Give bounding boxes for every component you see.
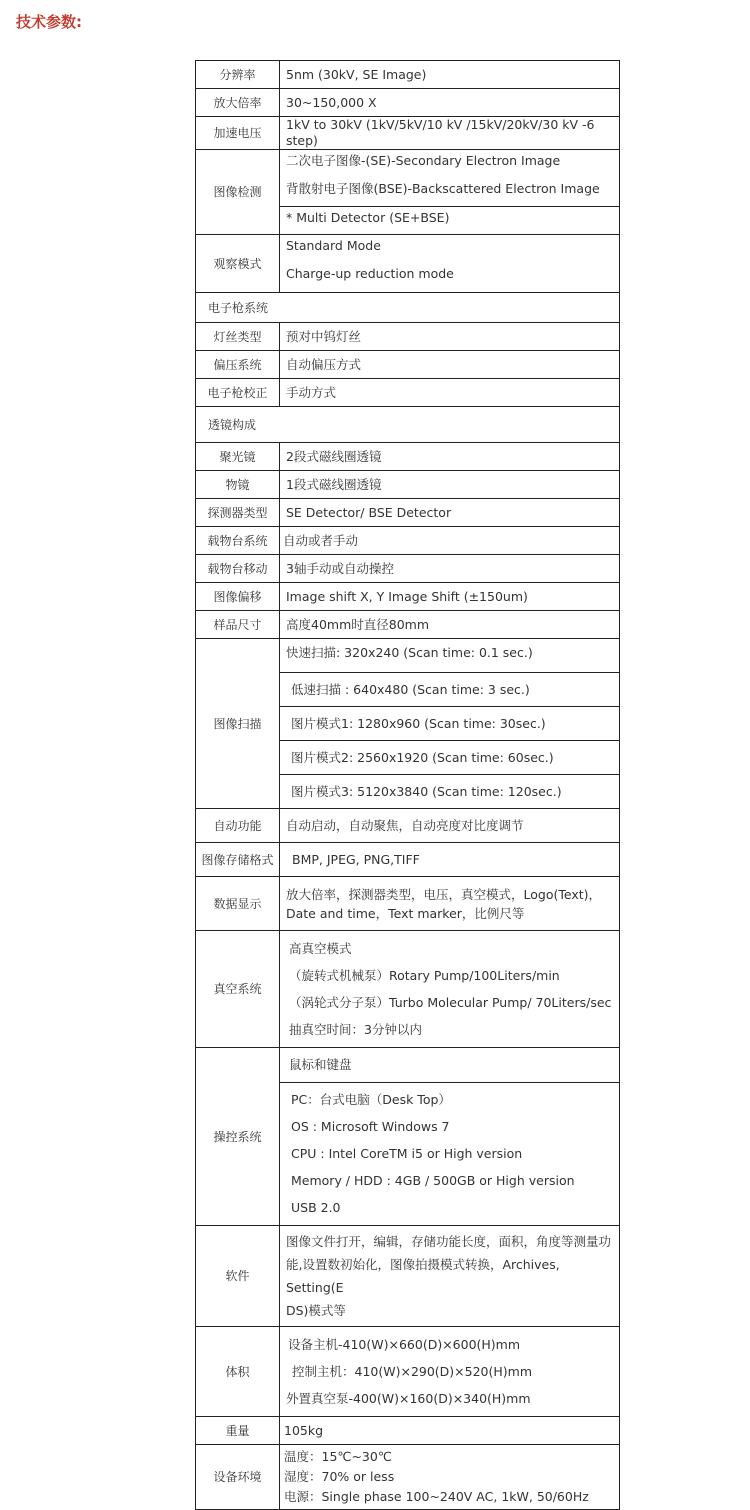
row-label: 设备环境 <box>196 1445 280 1510</box>
table-row <box>196 843 620 877</box>
row-label: 载物台移动 <box>196 555 280 583</box>
row-value: 105kg <box>280 1417 620 1445</box>
row-label: 偏压系统 <box>196 351 280 379</box>
row-value <box>280 235 620 293</box>
display-line: Date and time，Text marker，比例尺等 <box>286 905 525 921</box>
row-label: 探测器类型 <box>196 499 280 527</box>
row-label: 真空系统 <box>196 931 280 1048</box>
row-label: 载物台系统 <box>196 527 280 555</box>
table-row <box>196 1226 620 1327</box>
table-row <box>196 323 620 351</box>
row-label: 图像存储格式 <box>196 843 280 877</box>
row-label: 加速电压 <box>196 117 280 150</box>
row-label: 分辨率 <box>196 61 280 89</box>
row-value: 1段式磁线圈透镜 <box>280 471 620 499</box>
table-row <box>196 639 620 809</box>
table-row <box>196 583 620 611</box>
display-line: 放大倍率，探测器类型，电压，真空模式，Logo(Text)， <box>286 886 602 902</box>
table-row <box>196 150 620 235</box>
vacuum-line: （旋转式机械泵）Rotary Pump/100Liters/min <box>289 968 560 983</box>
control-line: USB 2.0 <box>291 1200 341 1215</box>
table-row <box>196 1445 620 1510</box>
row-value <box>280 1226 620 1327</box>
row-label: 放大倍率 <box>196 89 280 117</box>
table-row <box>196 931 620 1048</box>
scan-item: 快速扫描: 320x240 (Scan time: 0.1 sec.) <box>286 645 533 660</box>
volume-line: 设备主机-410(W)×660(D)×600(H)mm <box>288 1337 521 1352</box>
row-value: 2段式磁线圈透镜 <box>280 443 620 471</box>
table-row <box>196 443 620 471</box>
control-list <box>280 1082 619 1225</box>
table-row <box>196 61 620 89</box>
table-row <box>196 293 620 323</box>
row-label: 体积 <box>196 1327 280 1417</box>
row-value: 30~150,000 X <box>280 89 620 117</box>
row-value: BMP, JPEG, PNG,TIFF <box>280 843 620 877</box>
mode-item: Charge-up reduction mode <box>286 266 454 281</box>
table-row <box>196 379 620 407</box>
row-value <box>280 639 620 809</box>
control-line: PC：台式电脑（Desk Top） <box>291 1092 451 1107</box>
row-label: 图像检测 <box>196 150 280 235</box>
table-row <box>196 1048 620 1226</box>
control-line: CPU : Intel CoreTM i5 or High version <box>291 1146 523 1161</box>
scan-item: 图片模式1: 1280x960 (Scan time: 30sec.) <box>280 706 619 740</box>
table-row <box>196 351 620 379</box>
row-value <box>280 1048 620 1226</box>
table-row <box>196 1327 620 1417</box>
control-line: Memory / HDD : 4GB / 500GB or High version <box>291 1173 575 1188</box>
row-value: 手动方式 <box>280 379 620 407</box>
row-label: 自动功能 <box>196 809 280 843</box>
spec-table <box>195 60 620 1510</box>
software-line: 图像文件打开，编辑，存储功能长度，面积，角度等测量功 <box>286 1234 612 1249</box>
row-label: 物镜 <box>196 471 280 499</box>
volume-line: 外置真空泵-400(W)×160(D)×340(H)mm <box>286 1391 531 1406</box>
row-label: 重量 <box>196 1417 280 1445</box>
section-heading: 技术参数: <box>16 13 82 31</box>
row-value: SE Detector/ BSE Detector <box>280 499 620 527</box>
environment-line: 电源：Single phase 100~240V AC, 1kW, 50/60Hz <box>284 1489 589 1504</box>
scan-item: 低速扫描 : 640x480 (Scan time: 3 sec.) <box>280 672 619 706</box>
row-label: 图像偏移 <box>196 583 280 611</box>
row-label: 灯丝类型 <box>196 323 280 351</box>
scan-item: 图片模式2: 2560x1920 (Scan time: 60sec.) <box>280 740 619 774</box>
row-label: 图像扫描 <box>196 639 280 809</box>
detection-item: 背散射电子图像(BSE)-Backscattered Electron Image <box>286 181 600 196</box>
table-row <box>196 877 620 931</box>
detection-item: * Multi Detector (SE+BSE) <box>280 206 619 234</box>
row-label: 操控系统 <box>196 1048 280 1226</box>
table-row <box>196 499 620 527</box>
row-value: 5nm (30kV, SE Image) <box>280 61 620 89</box>
row-value <box>280 1445 620 1510</box>
row-value: 3轴手动或自动操控 <box>280 555 620 583</box>
row-label: 聚光镜 <box>196 443 280 471</box>
table-row <box>196 809 620 843</box>
row-label: 电子枪校正 <box>196 379 280 407</box>
row-label: 观察模式 <box>196 235 280 293</box>
control-top: 鼠标和键盘 <box>289 1057 352 1072</box>
row-value: 1kV to 30kV (1kV/5kV/10 kV /15kV/20kV/30 kV -6 step) <box>280 117 620 150</box>
software-line: 能,设置数初始化，图像拍摄模式转换，Archives, Setting(E <box>286 1257 560 1295</box>
section-title: 透镜构成 <box>196 407 620 443</box>
control-line: OS : Microsoft Windows 7 <box>291 1119 450 1134</box>
detection-item: 二次电子图像-(SE)-Secondary Electron Image <box>286 153 561 168</box>
row-label: 软件 <box>196 1226 280 1327</box>
row-label: 样品尺寸 <box>196 611 280 639</box>
row-value: 自动启动，自动聚焦，自动亮度对比度调节 <box>280 809 620 843</box>
table-row <box>196 235 620 293</box>
row-value: 自动或者手动 <box>280 527 620 555</box>
row-value: 预对中钨灯丝 <box>280 323 620 351</box>
vacuum-line: （涡轮式分子泵）Turbo Molecular Pump/ 70Liters/sec <box>289 995 612 1010</box>
row-label: 数据显示 <box>196 877 280 931</box>
table-row <box>196 611 620 639</box>
table-row <box>196 527 620 555</box>
table-row <box>196 471 620 499</box>
volume-line: 控制主机：410(W)×290(D)×520(H)mm <box>292 1364 533 1379</box>
table-row <box>196 89 620 117</box>
table-row <box>196 117 620 150</box>
section-title: 电子枪系统 <box>196 293 620 323</box>
vacuum-line: 高真空模式 <box>289 941 352 956</box>
row-value: 高度40mm时直径80mm <box>280 611 620 639</box>
mode-item: Standard Mode <box>286 238 381 253</box>
software-line: DS)模式等 <box>286 1303 346 1318</box>
environment-line: 温度：15℃~30℃ <box>284 1449 392 1464</box>
row-value: 自动偏压方式 <box>280 351 620 379</box>
table-row <box>196 1417 620 1445</box>
environment-line: 湿度：70% or less <box>284 1469 395 1484</box>
row-value: Image shift X, Y Image Shift (±150um) <box>280 583 620 611</box>
row-value <box>280 150 620 235</box>
table-row <box>196 407 620 443</box>
row-value <box>280 1327 620 1417</box>
row-value <box>280 877 620 931</box>
vacuum-line: 抽真空时间：3分钟以内 <box>289 1022 422 1037</box>
table-row <box>196 555 620 583</box>
row-value <box>280 931 620 1048</box>
scan-item: 图片模式3: 5120x3840 (Scan time: 120sec.) <box>280 774 619 808</box>
